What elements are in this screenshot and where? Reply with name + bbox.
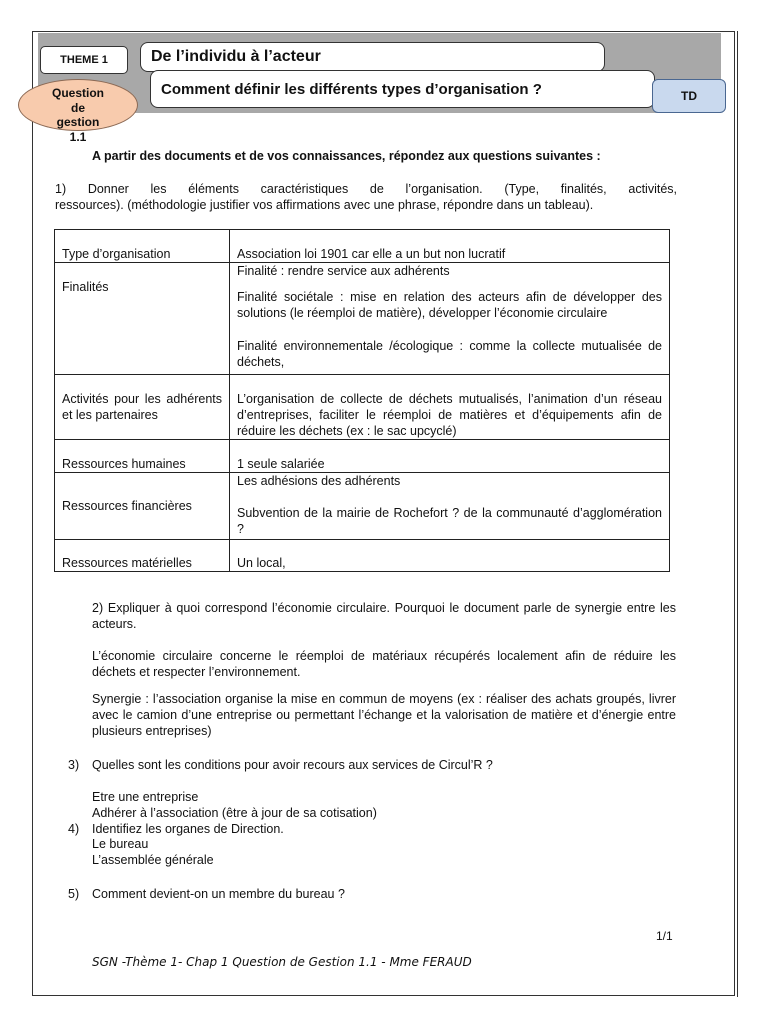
q1-line: ressources). (méthodologie justifier vos affirmations avec une phrase, répondre dans un tableau). (55, 198, 594, 212)
row-label: Ressources financières (55, 473, 230, 540)
question-5: Comment devient-on un membre du bureau ? (92, 887, 345, 901)
rf-text: Les adhésions des adhérents (237, 474, 401, 488)
question-gestion-label (48, 86, 108, 144)
row-label: Type d’organisation (55, 230, 230, 263)
finalite-text: Finalité : rendre service aux adhérents (237, 264, 450, 278)
row-label: Finalités (55, 263, 230, 375)
qg-line: 1.1 (69, 129, 87, 144)
instructions: A partir des documents et de vos connaissances, répondez aux questions suivantes : (92, 149, 601, 163)
question-3: Quelles sont les conditions pour avoir recours aux services de Circul’R ? (92, 758, 493, 772)
page-edge (737, 31, 738, 997)
answer-3-2: Adhérer à l’association (être à jour de sa cotisation) (92, 806, 377, 820)
row-value: Un local, (230, 540, 670, 572)
table-row (55, 263, 670, 375)
theme-label: THEME 1 (40, 46, 128, 74)
footer-note: SGN -Thème 1- Chap 1 Question de Gestion 1.1 - Mme FERAUD (92, 955, 472, 969)
table-row (55, 540, 670, 572)
row-label: Activités pour les adhérents et les partenaires (55, 375, 230, 440)
table-row (55, 375, 670, 440)
answer-3-1: Etre une entreprise (92, 790, 199, 804)
q4-number: 4) (68, 822, 80, 836)
answer-2-synergy: Synergie : l’association organise la mise en commun de moyens (ex : réaliser des achats groupés, livrer avec le camion d’une entreprise ou permettant l’échange et la valorisation de matière et d’énergie entre plusieurs entreprises) (92, 692, 676, 738)
finalite-text: Finalité sociétale : mise en relation des acteurs afin de développer des solutions (le réemploi de matière), développer l’économie circulaire (237, 290, 662, 320)
q3-number: 3) (68, 758, 80, 772)
row-value (230, 263, 670, 375)
finalite-text: Finalité environnementale /écologique : comme la collecte mutualisée de déchets, (237, 339, 662, 369)
question-1 (55, 181, 677, 213)
table-row (55, 473, 670, 540)
row-value: Association loi 1901 car elle a un but non lucratif (230, 230, 670, 263)
qg-line: de (70, 100, 85, 115)
row-value: L’organisation de collecte de déchets mutualisés, l’animation d’un réseau d’entreprises, faciliter le réemploi de matières et d’équipements afin de réduire les déchets (ex : le sac upcyclé) (230, 375, 670, 440)
answer-4-2: L’assemblée générale (92, 853, 214, 867)
row-value (230, 473, 670, 540)
question-4: Identifiez les organes de Direction. (92, 822, 284, 836)
page-subtitle: Comment définir les différents types d’organisation ? (150, 70, 655, 108)
page-number: 1/1 (656, 929, 673, 943)
rf-text: Subvention de la mairie de Rochefort ? de la communauté d’agglomération ? (237, 506, 662, 536)
q5-number: 5) (68, 887, 80, 901)
row-value: 1 seule salariée (230, 440, 670, 473)
question-2: 2) Expliquer à quoi correspond l’économie circulaire. Pourquoi le document parle de synergie entre les acteurs. (92, 601, 676, 631)
q1-line: 1) Donner les éléments caractéristiques de l’organisation. (Type, finalités, activités, (55, 182, 677, 196)
table-row (55, 440, 670, 473)
row-label: Ressources humaines (55, 440, 230, 473)
qg-line: Question (51, 86, 104, 100)
qg-line: gestion (56, 115, 100, 129)
organisation-table (54, 229, 670, 572)
table-row (55, 230, 670, 263)
answer-4-1: Le bureau (92, 837, 149, 851)
row-label: Ressources matérielles (55, 540, 230, 572)
td-badge: TD (652, 79, 726, 113)
answer-2-circular: L’économie circulaire concerne le réemploi de matériaux récupérés localement afin de réduire les déchets et respecter l’environnement. (92, 649, 676, 679)
page-title: De l’individu à l’acteur (140, 42, 605, 72)
